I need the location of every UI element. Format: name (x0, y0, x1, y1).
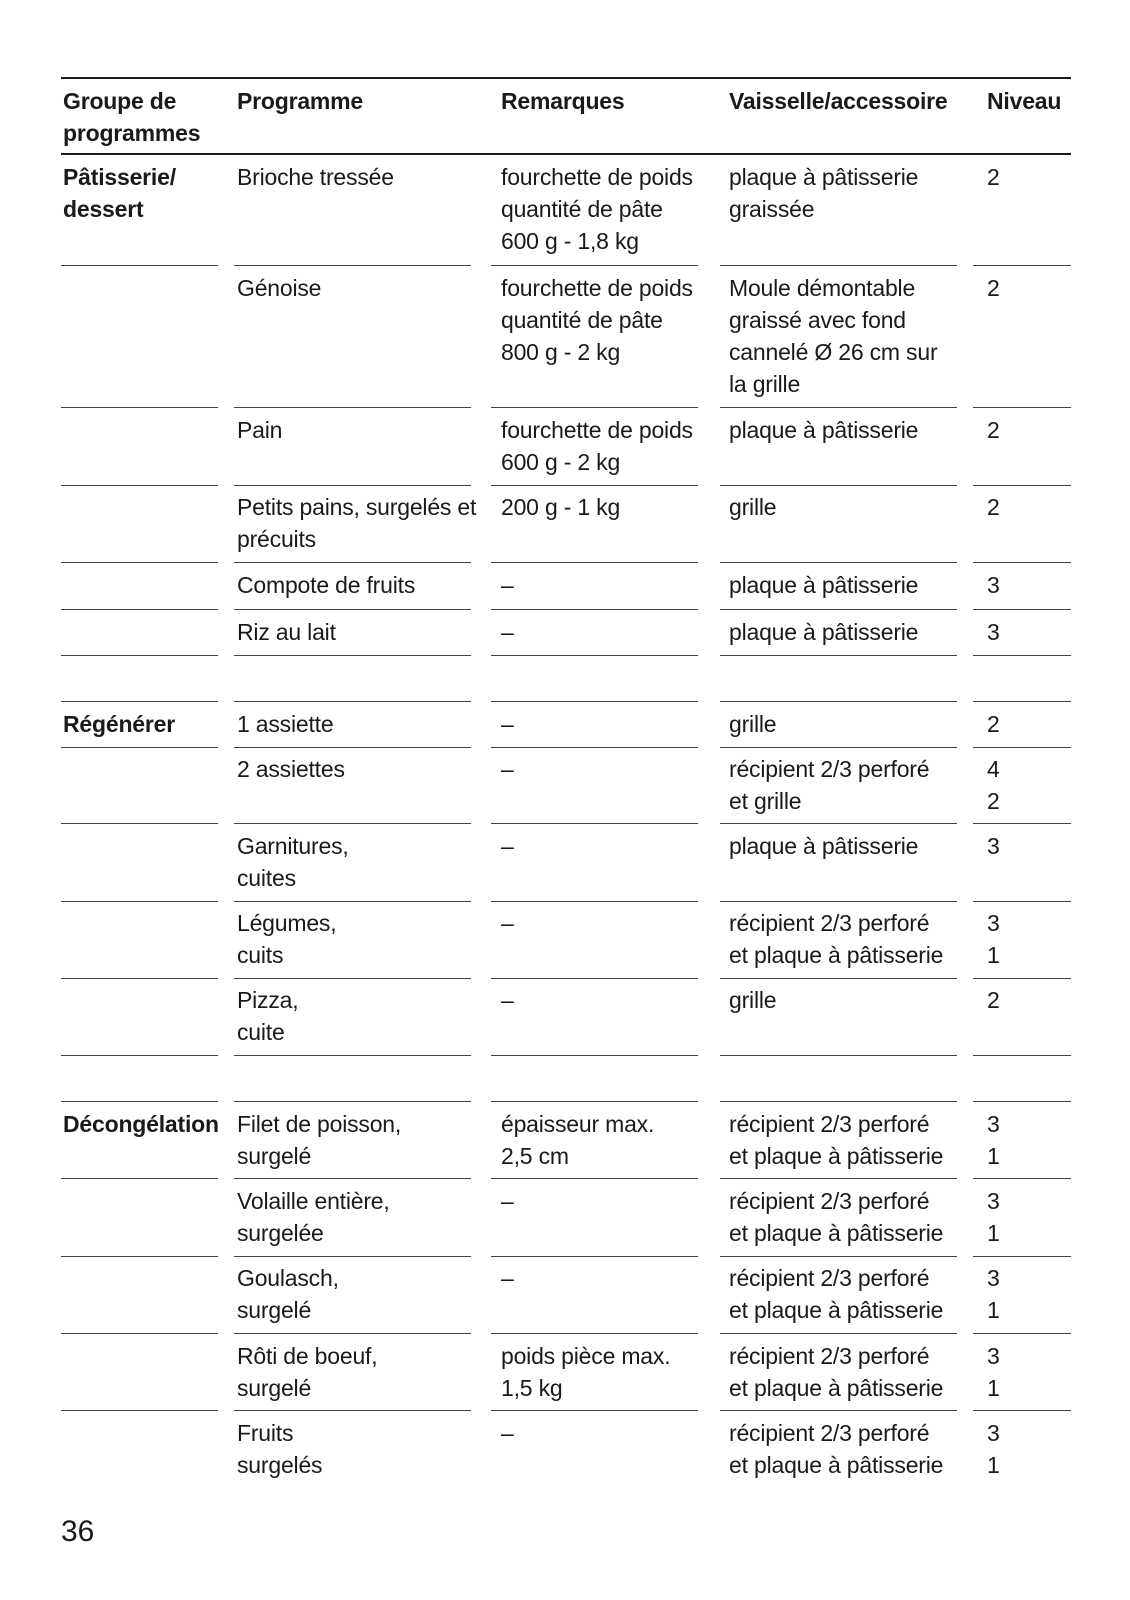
row-niveau: 3 1 (987, 1420, 1000, 1478)
separator-segment (491, 407, 698, 408)
separator-segment (491, 562, 698, 563)
separator-segment (234, 609, 471, 610)
row-remarques: – (501, 910, 514, 936)
separator-segment (720, 1055, 957, 1056)
header-accessoire: Vaisselle/accessoire (729, 88, 948, 114)
separator-segment (234, 1256, 471, 1257)
row-remarques: – (501, 1265, 514, 1291)
row-niveau: 3 (987, 833, 1000, 859)
row-group: Régénérer (63, 711, 175, 737)
separator-segment (973, 562, 1071, 563)
row-remarques: – (501, 1420, 514, 1446)
separator-segment (973, 609, 1071, 610)
row-accessoire: récipient 2/3 perforé et plaque à pâtisserie (729, 910, 944, 968)
row-remarques: – (501, 833, 514, 859)
row-niveau: 2 (987, 987, 1000, 1013)
separator-segment (720, 485, 957, 486)
separator-segment (491, 978, 698, 979)
row-remarques: – (501, 572, 514, 598)
row-niveau: 2 (987, 164, 1000, 190)
row-niveau: 3 1 (987, 1265, 1000, 1323)
row-programme: 1 assiette (237, 711, 334, 737)
header-programme: Programme (237, 88, 364, 114)
row-programme: Fruits surgelés (237, 1420, 323, 1478)
row-niveau: 2 (987, 494, 1000, 520)
separator-segment (61, 1410, 218, 1411)
separator-segment (973, 1333, 1071, 1334)
separator-segment (491, 1410, 698, 1411)
row-accessoire: récipient 2/3 perforé et grille (729, 756, 930, 814)
header-remarques: Remarques (501, 88, 625, 114)
row-niveau: 2 (987, 275, 1000, 301)
row-accessoire: grille (729, 711, 777, 737)
separator-segment (234, 747, 471, 748)
separator-segment (973, 485, 1071, 486)
row-remarques: – (501, 756, 514, 782)
row-remarques: – (501, 711, 514, 737)
row-programme: 2 assiettes (237, 756, 345, 782)
row-accessoire: récipient 2/3 perforé et plaque à pâtisserie (729, 1343, 944, 1401)
header-groupe: Groupe de programmes (63, 88, 201, 146)
separator-segment (61, 1055, 218, 1056)
row-accessoire: plaque à pâtisserie (729, 417, 919, 443)
separator-segment (61, 407, 218, 408)
separator-segment (491, 609, 698, 610)
separator-segment (234, 1101, 471, 1102)
row-programme: Goulasch, surgelé (237, 1265, 339, 1323)
separator-segment (720, 407, 957, 408)
row-accessoire: grille (729, 494, 777, 520)
separator-segment (720, 1333, 957, 1334)
row-programme: Légumes, cuits (237, 910, 337, 968)
separator-segment (61, 823, 218, 824)
separator-segment (973, 1256, 1071, 1257)
separator-segment (973, 265, 1071, 266)
separator-segment (234, 823, 471, 824)
separator-segment (61, 901, 218, 902)
header-niveau: Niveau (987, 88, 1062, 114)
row-accessoire: récipient 2/3 perforé et plaque à pâtisserie (729, 1265, 944, 1323)
separator-segment (973, 407, 1071, 408)
separator-segment (61, 562, 218, 563)
separator-segment (234, 485, 471, 486)
row-remarques: fourchette de poids 600 g - 2 kg (501, 417, 693, 475)
separator-segment (61, 747, 218, 748)
separator-segment (973, 1178, 1071, 1179)
row-group: Pâtisserie/ dessert (63, 164, 176, 222)
separator-segment (234, 265, 471, 266)
separator-segment (491, 1101, 698, 1102)
separator-segment (720, 1256, 957, 1257)
row-accessoire: récipient 2/3 perforé et plaque à pâtisserie (729, 1188, 944, 1246)
separator-segment (973, 1055, 1071, 1056)
row-remarques: fourchette de poids quantité de pâte 800 g - 2 kg (501, 275, 693, 365)
page-number: 36 (61, 1515, 95, 1548)
row-remarques: 200 g - 1 kg (501, 494, 621, 520)
separator-segment (973, 655, 1071, 656)
separator-segment (234, 1055, 471, 1056)
row-accessoire: plaque à pâtisserie graissée (729, 164, 919, 222)
separator-segment (234, 978, 471, 979)
separator-segment (973, 901, 1071, 902)
separator-segment (491, 901, 698, 902)
row-programme: Petits pains, surgelés et précuits (237, 494, 477, 552)
separator-segment (720, 1410, 957, 1411)
row-niveau: 2 (987, 417, 1000, 443)
separator-segment (234, 562, 471, 563)
separator-segment (61, 265, 218, 266)
table-header-rule (61, 153, 1071, 155)
separator-segment (720, 265, 957, 266)
row-remarques: – (501, 987, 514, 1013)
row-group: Décongélation (63, 1111, 219, 1137)
separator-segment (234, 655, 471, 656)
separator-segment (973, 1101, 1071, 1102)
row-accessoire: Moule démontable graissé avec fond cannelé Ø 26 cm sur la grille (729, 275, 938, 397)
separator-segment (491, 1256, 698, 1257)
separator-segment (720, 562, 957, 563)
separator-segment (61, 978, 218, 979)
separator-segment (61, 1178, 218, 1179)
separator-segment (491, 823, 698, 824)
row-programme: Rôti de boeuf, surgelé (237, 1343, 378, 1401)
row-programme: Compote de fruits (237, 572, 416, 598)
row-programme: Pizza, cuite (237, 987, 299, 1045)
row-remarques: – (501, 619, 514, 645)
separator-segment (61, 1333, 218, 1334)
separator-segment (491, 655, 698, 656)
row-remarques: épaisseur max. 2,5 cm (501, 1111, 655, 1169)
separator-segment (720, 823, 957, 824)
row-programme: Volaille entière, surgelée (237, 1188, 390, 1246)
separator-segment (491, 747, 698, 748)
separator-segment (973, 747, 1071, 748)
separator-segment (973, 701, 1071, 702)
separator-segment (234, 901, 471, 902)
separator-segment (234, 1178, 471, 1179)
separator-segment (720, 701, 957, 702)
row-programme: Riz au lait (237, 619, 336, 645)
row-niveau: 3 1 (987, 910, 1000, 968)
separator-segment (491, 1333, 698, 1334)
separator-segment (61, 1256, 218, 1257)
separator-segment (61, 655, 218, 656)
row-accessoire: plaque à pâtisserie (729, 572, 919, 598)
separator-segment (720, 747, 957, 748)
row-programme: Garnitures, cuites (237, 833, 349, 891)
row-accessoire: plaque à pâtisserie (729, 833, 919, 859)
row-accessoire: récipient 2/3 perforé et plaque à pâtisserie (729, 1420, 944, 1478)
separator-segment (720, 609, 957, 610)
separator-segment (491, 265, 698, 266)
separator-segment (234, 1333, 471, 1334)
separator-segment (61, 609, 218, 610)
row-remarques: fourchette de poids quantité de pâte 600 g - 1,8 kg (501, 164, 693, 254)
row-remarques: poids pièce max. 1,5 kg (501, 1343, 671, 1401)
separator-segment (491, 701, 698, 702)
separator-segment (234, 1410, 471, 1411)
table-top-rule (61, 77, 1071, 79)
row-programme: Brioche tressée (237, 164, 394, 190)
separator-segment (61, 701, 218, 702)
separator-segment (973, 978, 1071, 979)
row-niveau: 3 (987, 619, 1000, 645)
row-niveau: 3 1 (987, 1343, 1000, 1401)
row-niveau: 3 (987, 572, 1000, 598)
separator-segment (720, 655, 957, 656)
separator-segment (973, 1410, 1071, 1411)
row-programme: Pain (237, 417, 283, 443)
separator-segment (720, 978, 957, 979)
row-accessoire: récipient 2/3 perforé et plaque à pâtisserie (729, 1111, 944, 1169)
separator-segment (61, 1101, 218, 1102)
separator-segment (973, 823, 1071, 824)
separator-segment (61, 485, 218, 486)
row-programme: Filet de poisson, surgelé (237, 1111, 402, 1169)
separator-segment (491, 485, 698, 486)
row-niveau: 3 1 (987, 1111, 1000, 1169)
separator-segment (234, 407, 471, 408)
row-niveau: 2 (987, 711, 1000, 737)
row-accessoire: grille (729, 987, 777, 1013)
separator-segment (720, 1178, 957, 1179)
row-niveau: 4 2 (987, 756, 1000, 814)
row-niveau: 3 1 (987, 1188, 1000, 1246)
separator-segment (491, 1178, 698, 1179)
separator-segment (720, 901, 957, 902)
row-remarques: – (501, 1188, 514, 1214)
separator-segment (720, 1101, 957, 1102)
separator-segment (234, 701, 471, 702)
separator-segment (491, 1055, 698, 1056)
row-programme: Génoise (237, 275, 322, 301)
row-accessoire: plaque à pâtisserie (729, 619, 919, 645)
